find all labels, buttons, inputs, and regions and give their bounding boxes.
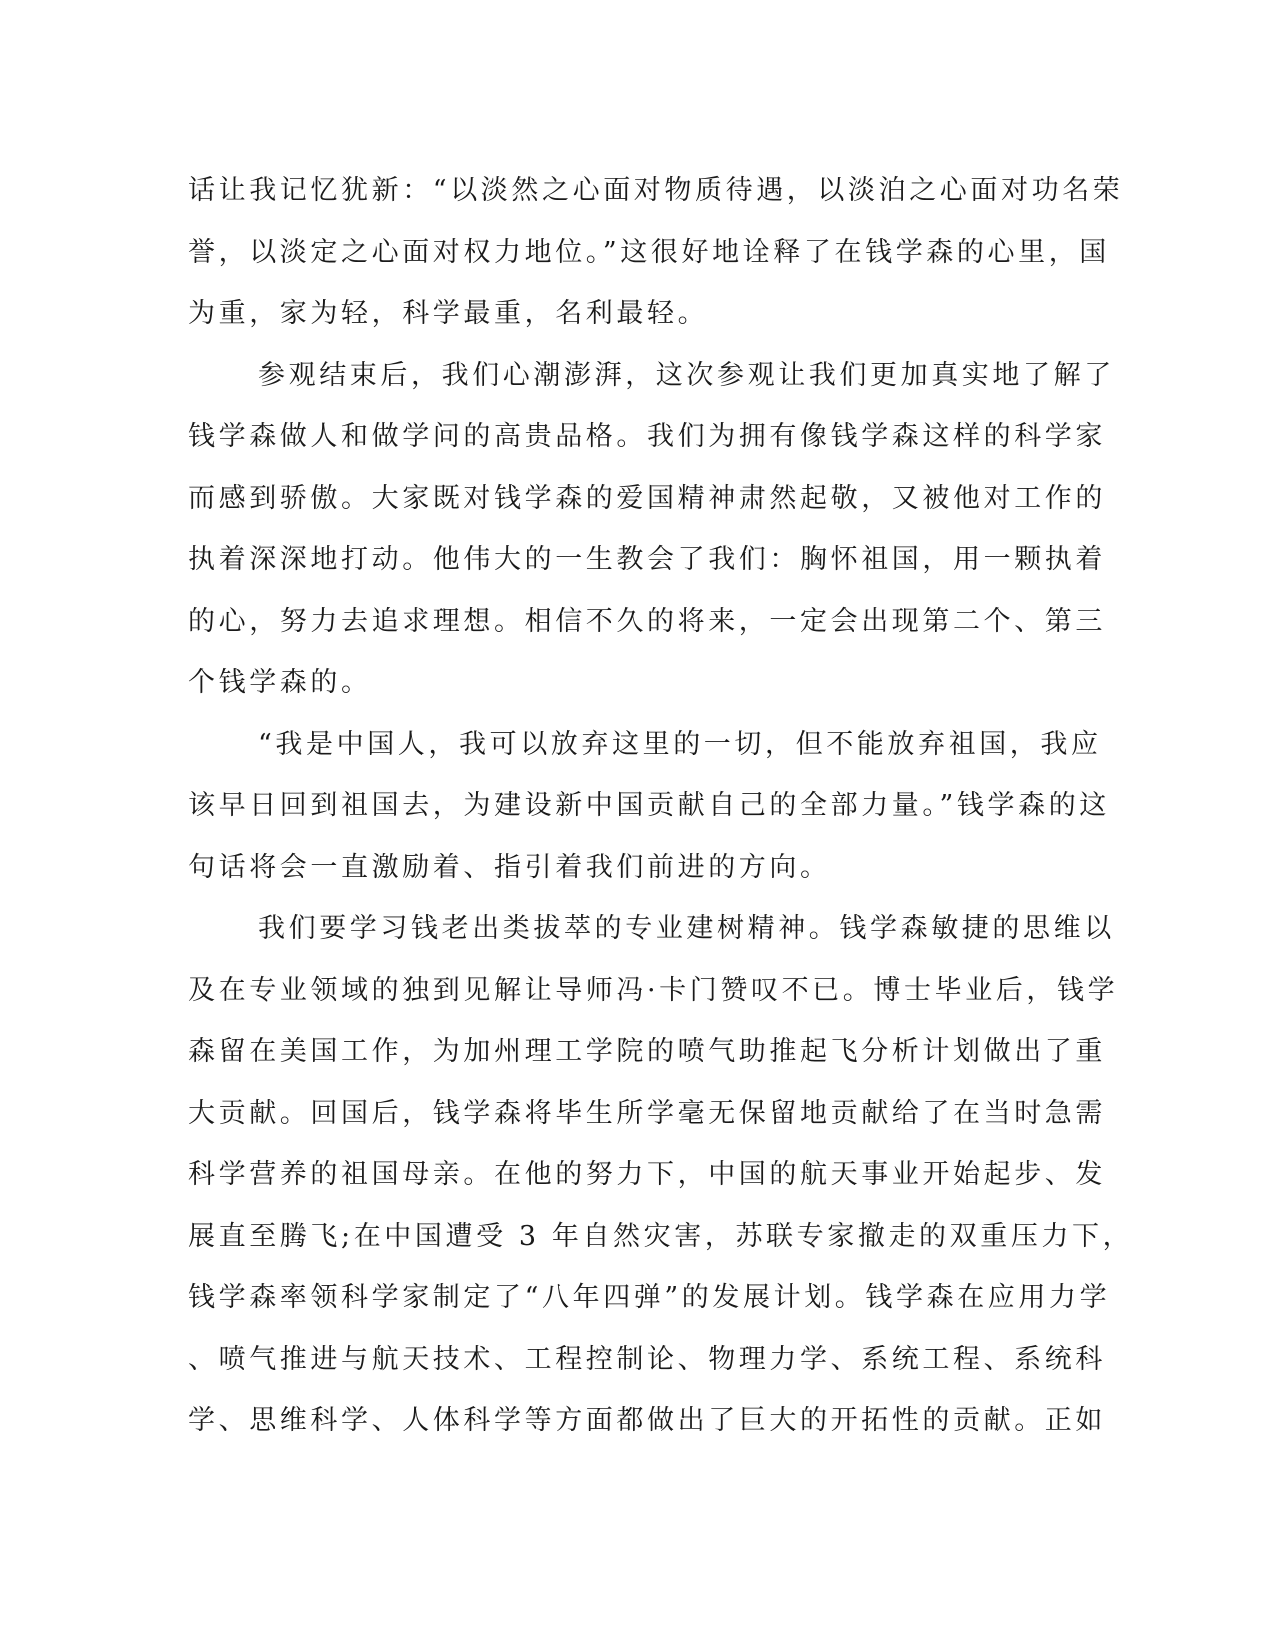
text-line: 为重，家为轻，科学最重，名利最轻。 bbox=[188, 298, 709, 329]
text-line: 誉，以淡定之心面对权力地位。”这很好地诠释了在钱学森的心里，国 bbox=[188, 236, 1110, 268]
paragraph-first-line: 我们要学习钱老出类拔萃的专业建树精神。钱学森敏捷的思维以 bbox=[258, 913, 1115, 944]
text-line: 而感到骄傲。大家既对钱学森的爱国精神肃然起敬，又被他对工作的 bbox=[188, 482, 1106, 514]
text-line: 森留在美国工作，为加州理工学院的喷气助推起飞分析计划做出了重 bbox=[188, 1036, 1106, 1067]
text-line: 句话将会一直激励着、指引着我们前进的方向。 bbox=[188, 851, 831, 883]
text-line: 钱学森率领科学家制定了“八年四弹”的发展计划。钱学森在应用力学 bbox=[188, 1282, 1111, 1313]
paragraph-first-line: “我是中国人，我可以放弃这里的一切，但不能放弃祖国，我应 bbox=[258, 728, 1102, 760]
paragraph-first-line: 参观结束后，我们心潮澎湃，这次参观让我们更加真实地了解了 bbox=[258, 359, 1115, 391]
text-line: 、喷气推进与航天技术、工程控制论、物理力学、系统工程、系统科 bbox=[188, 1343, 1106, 1375]
text-line: 执着深深地打动。他伟大的一生教会了我们：胸怀祖国，用一颗执着 bbox=[188, 544, 1106, 575]
text-line: 话让我记忆犹新：“以淡然之心面对物质待遇，以淡泊之心面对功名荣 bbox=[188, 175, 1124, 206]
text-line: 学、思维科学、人体科学等方面都做出了巨大的开拓性的贡献。正如 bbox=[188, 1405, 1106, 1436]
text-line: 钱学森做人和做学问的高贵品格。我们为拥有像钱学森这样的科学家 bbox=[188, 421, 1106, 452]
text-line: 科学营养的祖国母亲。在他的努力下，中国的航天事业开始起步、发 bbox=[188, 1159, 1106, 1190]
text-line: 大贡献。回国后，钱学森将毕生所学毫无保留地贡献给了在当时急需 bbox=[188, 1097, 1106, 1129]
text-line: 的心，努力去追求理想。相信不久的将来，一定会出现第二个、第三 bbox=[188, 605, 1106, 637]
body-text bbox=[188, 160, 1134, 1452]
text-line: 及在专业领域的独到见解让导师冯·卡门赞叹不已。博士毕业后，钱学 bbox=[188, 974, 1119, 1006]
text-line: 个钱学森的。 bbox=[188, 667, 372, 698]
text-line: 该早日回到祖国去，为建设新中国贡献自己的全部力量。”钱学森的这 bbox=[188, 790, 1110, 821]
text-line: 展直至腾飞;在中国遭受 3 年自然灾害，苏联专家撤走的双重压力下， bbox=[188, 1220, 1134, 1252]
